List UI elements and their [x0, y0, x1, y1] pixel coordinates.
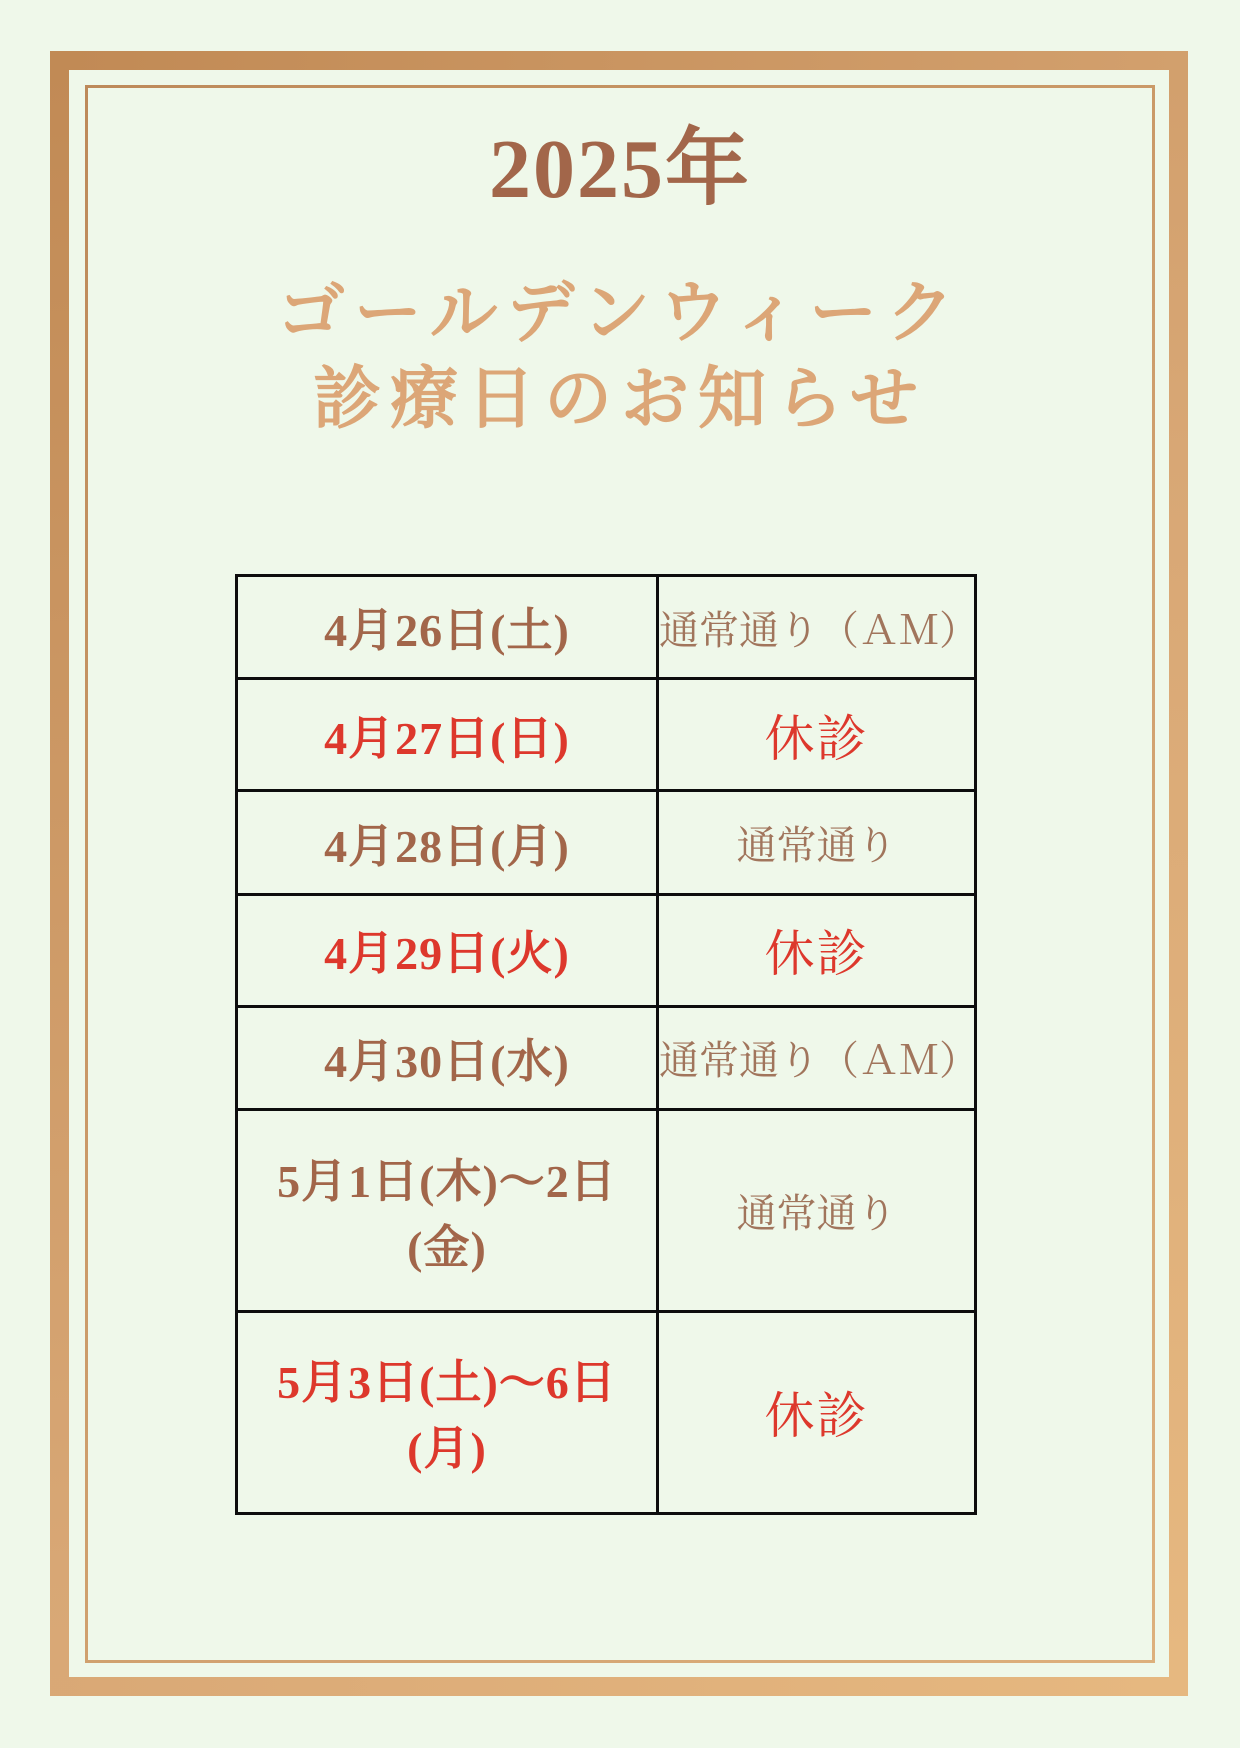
- table-row: [237, 576, 976, 679]
- schedule-table: [235, 574, 977, 1515]
- subtitle-line1: ゴールデンウィーク: [276, 275, 964, 351]
- table-row: [237, 894, 976, 1006]
- schedule-status: 休診: [658, 679, 976, 791]
- schedule-date: 4月27日(日): [237, 679, 658, 791]
- schedule-status: 通常通り（ＡＭ）: [658, 576, 976, 679]
- notice-content: [0, 0, 1240, 442]
- table-row: [237, 1006, 976, 1109]
- schedule-status: 休診: [658, 894, 976, 1006]
- table-row: [237, 679, 976, 791]
- table-row: [237, 791, 976, 894]
- subtitle-line2: 診療日のお知らせ: [313, 361, 927, 437]
- schedule-status: 通常通り: [658, 1110, 976, 1312]
- notice-subtitle: [0, 270, 1240, 442]
- schedule-status: 通常通り（ＡＭ）: [658, 1006, 976, 1109]
- table-row: [237, 1311, 976, 1513]
- schedule-status: 通常通り: [658, 791, 976, 894]
- schedule-date: 4月29日(火): [237, 894, 658, 1006]
- schedule-date: 4月30日(水): [237, 1006, 658, 1109]
- year-title: 2025年: [488, 123, 751, 216]
- table-row: [237, 1110, 976, 1312]
- schedule-date: 4月28日(月): [237, 791, 658, 894]
- schedule-date: 5月3日(土)～6日(月): [237, 1311, 658, 1513]
- schedule-status: 休診: [658, 1311, 976, 1513]
- schedule-date: 4月26日(土): [237, 576, 658, 679]
- schedule-date: 5月1日(木)～2日(金): [237, 1110, 658, 1312]
